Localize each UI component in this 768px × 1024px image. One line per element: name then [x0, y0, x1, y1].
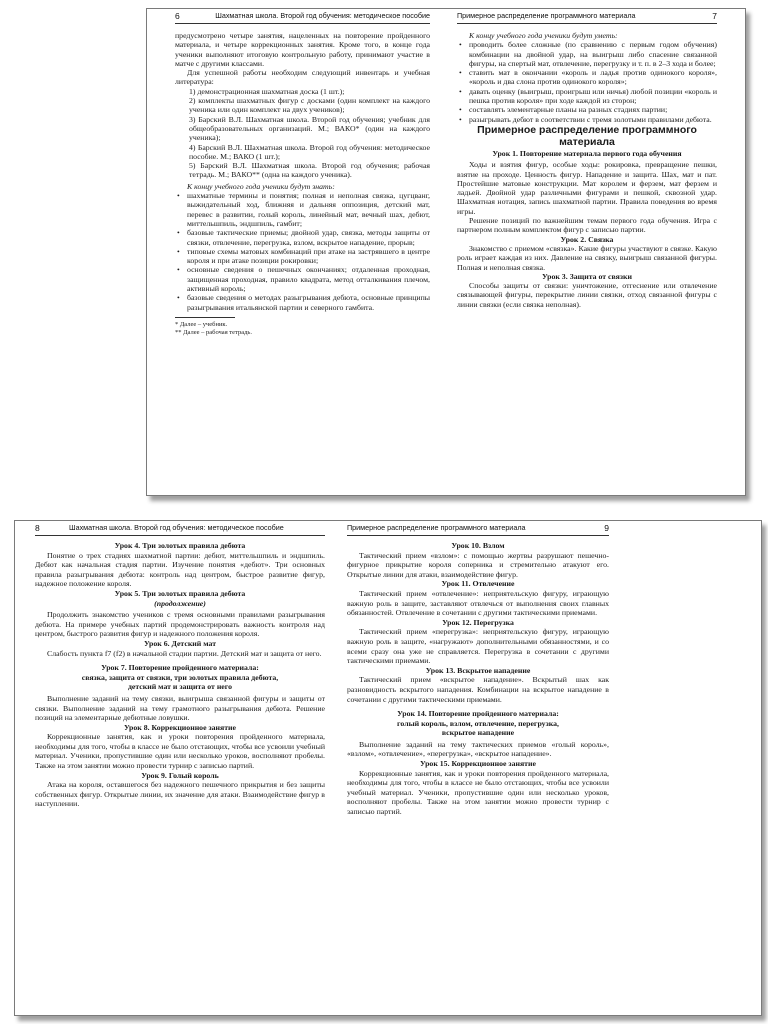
list-item: 4) Барский В.Л. Шахматная школа. Второй год обучения: методическое пособие. М.; ВАКО (1 шт.); [189, 142, 430, 161]
lesson-heading: Урок 15. Коррекционное занятие [420, 759, 536, 769]
list-item: 3) Барский В.Л. Шахматная школа. Второй год обучения; учебник для общеобразовательных организаций. М.; ВАКО* (один на каждого ученика); [189, 114, 430, 143]
list-item: • проводить более сложные (по сравнению с первым годом обучения) комбинации на двойной удар, на выигрыш либо спасение связанной фигуры, на спертый мат, отвлечение, перегрузку и т. п. в 2–3 хода и более; [459, 40, 717, 68]
bullet-icon: • [177, 293, 180, 303]
bullet-icon: • [177, 191, 180, 201]
paragraph: Знакомство с приемом «связка». Какие фигуры участвуют в связке. Какую роль играет каждая из них. Давление на связку, выигрыш связанной фигуры. Полная и неполная связка. [457, 243, 717, 272]
lesson-heading: Урок 5. Три золотых правила дебюта [114, 588, 246, 598]
lesson-subheading: (продолжение) [154, 598, 206, 608]
running-title: Шахматная школа. Второй год обучения: методическое пособие [215, 11, 430, 20]
running-title: Примерное распределение программного материала [457, 11, 636, 20]
list-item: • ставить мат в окончании «король и ладья против одинокого короля», «король и два слона против одинокого короля»; [459, 68, 717, 87]
page-6 [175, 9, 430, 495]
footnote: * Далее – учебник. [175, 320, 228, 328]
page-header [457, 9, 717, 24]
list-title: К концу учебного года ученики будут уметь: [469, 31, 618, 40]
spread-pages-6-7 [146, 8, 746, 496]
paragraph: Тактический прием «перегрузка»: неприятельскую фигуру, играющую важную роль в защите, «нагружают» дополнительными обязанностями, и со всеми сразу она уже не справляется. Перегрузка в сочетании с другими тактическими приемами. [347, 627, 609, 666]
list-item: • базовые сведения о методах разыгрывания дебюта, основные принципы разыгрывания итальянской партии и северного гамбита. [177, 293, 430, 312]
page-header [175, 9, 430, 24]
bullet-icon: • [459, 40, 462, 50]
list-item: 1) демонстрационная шахматная доска (1 шт.); [189, 86, 345, 96]
paragraph: Выполнение заданий на тему связки, выигрыша связанной фигуры и защиты от связки. Выполнение заданий на тему грамотного разыгрывания дебюта. Решение позиций на элементарные дебютные ловушки. [35, 693, 325, 723]
page-number: 6 [175, 11, 180, 21]
list-item: 5) Барский В.Л. Шахматная школа. Второй год обучения; рабочая тетрадь. М.; ВАКО** (одна на каждого ученика). [189, 161, 430, 180]
lesson-heading: Урок 3. Защита от связки [542, 271, 632, 281]
paragraph: Тактический прием «взлом»: с помощью жертвы разрушают пешечно-фигурное прикрытие короля соперника и стремительно атакуют его. Открытые линии для атаки, взаимодействие фигур. [347, 550, 609, 579]
paragraph: Слабость пункта f7 (f2) в начальной стадии партии. Детский мат и защита от него. [47, 648, 322, 658]
list-item: • шахматные термины и понятия; полная и неполная связка, цугцванг, выжидательный ход, ближняя и дальняя оппозиция, детский мат, перевес в развитии, голый король, линейный мат, вечный шах, дебют, миттельшпиль, эндшпиль, гамбит; [177, 191, 430, 228]
list-item: • разыгрывать дебют в соответствии с тремя золотыми правилами дебюта. [459, 114, 712, 124]
list-item: • давать оценку (выигрыш, проигрыш или ничья) любой позиции «король и пешка против короля» при ходе каждой из сторон; [459, 86, 717, 106]
paragraph: Для успешной работы необходим следующий инвентарь и учебная литература: [175, 68, 430, 87]
paragraph: Решение позиций по важнейшим темам первого года обучения. Игра с партнером полным комплектом фигур с записью партии. [457, 216, 717, 235]
bullet-icon: • [459, 68, 462, 78]
lesson-heading: Урок 11. Отвлечение [441, 579, 515, 589]
lesson-heading: Урок 2. Связка [560, 234, 614, 244]
bullet-icon: • [177, 228, 180, 238]
lesson-heading: Урок 9. Голый король [141, 770, 219, 780]
bullet-icon: • [459, 86, 462, 96]
page-number: 7 [712, 11, 717, 21]
page-body [35, 541, 325, 809]
paragraph: Тактический прием «вскрытое нападение». Вскрытый шах как разновидность вскрытого нападения. Комбинации на вскрытое нападение в сочетании с другими тактическими приемами. [347, 675, 609, 704]
list-item: 2) комплекты шахматных фигур с досками (один комплект на каждого ученика или один комплект на двух учеников); [189, 96, 430, 115]
list-title: К концу учебного года ученики будут знать: [187, 181, 335, 191]
bullet-icon: • [177, 246, 180, 256]
bullet-icon: • [459, 105, 462, 115]
spread-pages-8-9 [14, 520, 762, 1016]
lesson-heading: Урок 12. Перегрузка [442, 617, 514, 627]
footnote: ** Далее – рабочая тетрадь. [175, 329, 252, 337]
paragraph: Тактический прием «отвлечение»: неприятельскую фигуру, играющую важную роль в защите, заставляют отвлечься от выполнения своих главных обязанностей. Отвлечение в сочетании с другими тактическими приемами. [347, 588, 609, 618]
bullet-icon: • [459, 114, 462, 124]
lesson-heading: Урок 7. Повторение пройденного материала: связка, защита от связки, три золотых правила дебюта, детский мат и защита от него [81, 663, 279, 692]
page-header [347, 521, 609, 536]
inventory-list [175, 87, 430, 180]
knowledge-list [175, 191, 430, 312]
list-item: • основные сведения о пешечных окончаниях; отдаленная проходная, защищенная проходная, правило квадрата, метод отталкивания плечом, активный король; [177, 265, 430, 294]
lesson-heading: Урок 4. Три золотых правила дебюта [114, 541, 246, 550]
paragraph: Продолжить знакомство учеников с тремя основными правилами разыгрывания дебюта. На примере учебных партий продемонстрировать важность контроля над центром, быстрого развития фигур и надежного положения короля. [35, 610, 325, 639]
page-8 [35, 521, 325, 1015]
page-header [35, 521, 325, 536]
list-item: • базовые тактические приемы; двойной удар, связка, методы защиты от связки, отвлечение, перегрузка, взлом, вскрытое нападение, прорыв; [177, 228, 430, 247]
paragraph: Атака на короля, оставшегося без надежного пешечного прикрытия и без защиты собственных фигур. Открытые линии, их значение для атаки. Взаимодействие фигур в наступлении. [35, 780, 325, 809]
paragraph: Коррекционные занятия, как и уроки повторения пройденного материала, необходимы для того, чтобы в классе не было отстающих, чтобы все усвоили учебный материал. Ученики, пропустившие один или несколько уроков, восполняют пробелы. Также на этом занятии можно провести турнир с записью партий. [347, 768, 609, 817]
lesson-heading: Урок 13. Вскрытое нападение [425, 665, 531, 675]
skills-list [457, 40, 717, 124]
list-item: • составлять элементарные планы на разных стадиях партии; [459, 105, 668, 115]
page-7 [457, 9, 717, 495]
lesson-heading: Урок 14. Повторение пройденного материала: голый король, взлом, отвлечение, перегрузка, вскрытое нападение [397, 709, 559, 738]
paragraph: Коррекционные занятия, как и уроки повторения пройденного материала, необходимы для того, чтобы в классе не было отстающих, чтобы все усвоили учебный материал. Ученики, пропустившие один или несколько уроков, восполняют пробелы. Также на этом занятии можно провести турнир с записью партий. [35, 732, 325, 771]
paragraph: Способы защиты от связки: уничтожение, отгеснение или отвлечение связывающей фигуры, перекрытие линии связки, отход связанной фигуры с линии связки (если связка неполная). [457, 281, 717, 309]
paragraph: Понятие о трех стадиях шахматной партии: дебют, миттельшпиль и эндшпиль. Дебют как начальная стадия партии. Изучение понятия «дебют». Три основных правила разыгрывания дебюта: контроль над центром, быстрое развитие фигур, надежное положение короля. [35, 550, 325, 589]
section-title: Примерное распределение программного материала [477, 123, 697, 149]
page-9 [347, 521, 609, 1015]
page-number: 9 [604, 523, 609, 533]
page-body [347, 541, 609, 817]
footnote-rule [175, 317, 235, 318]
page-body [457, 31, 717, 309]
paragraph: предусмотрено четыре занятия, нацеленных на повторение пройденного материала, и четыре коррекционных занятия. Кроме того, в конце года ученики выполняют итоговую контрольную работу, принимают участие в матче с другими классами. [175, 31, 430, 68]
list-item: • типовые схемы матовых комбинаций при атаке на застрявшего в центре короля и при атаке позиции рокировки; [177, 246, 430, 266]
running-title: Шахматная школа. Второй год обучения: методическое пособие [69, 523, 284, 532]
lesson-heading: Урок 1. Повторение материала первого года обучения [492, 148, 682, 158]
paragraph: Выполнение заданий на тему тактических приемов «голый король», «взлом», «отвлечение», «перегрузка», «вскрытое нападение». [347, 739, 609, 759]
paragraph: Ходы и взятия фигур, особые ходы: рокировка, превращение пешки, взятие на проходе. Ценность фигур. Нападение и защита. Шах, мат и пат. Простейшие матовые конструкции. Мат королем и ферзем, мат ферзем и ладьей. Двойной удар различными фигурами и пешкой, сквозной удар. Шахматная нотация, запись шахматной партии. Правила поведения во время игры. [457, 160, 717, 216]
page-number: 8 [35, 523, 40, 533]
lesson-heading: Урок 10. Взлом [451, 541, 505, 550]
page-body [175, 31, 430, 338]
lesson-heading: Урок 8. Коррекционное занятие [123, 722, 237, 732]
lesson-heading: Урок 6. Детский мат [143, 638, 217, 648]
bullet-icon: • [177, 265, 180, 275]
running-title: Примерное распределение программного материала [347, 523, 526, 532]
